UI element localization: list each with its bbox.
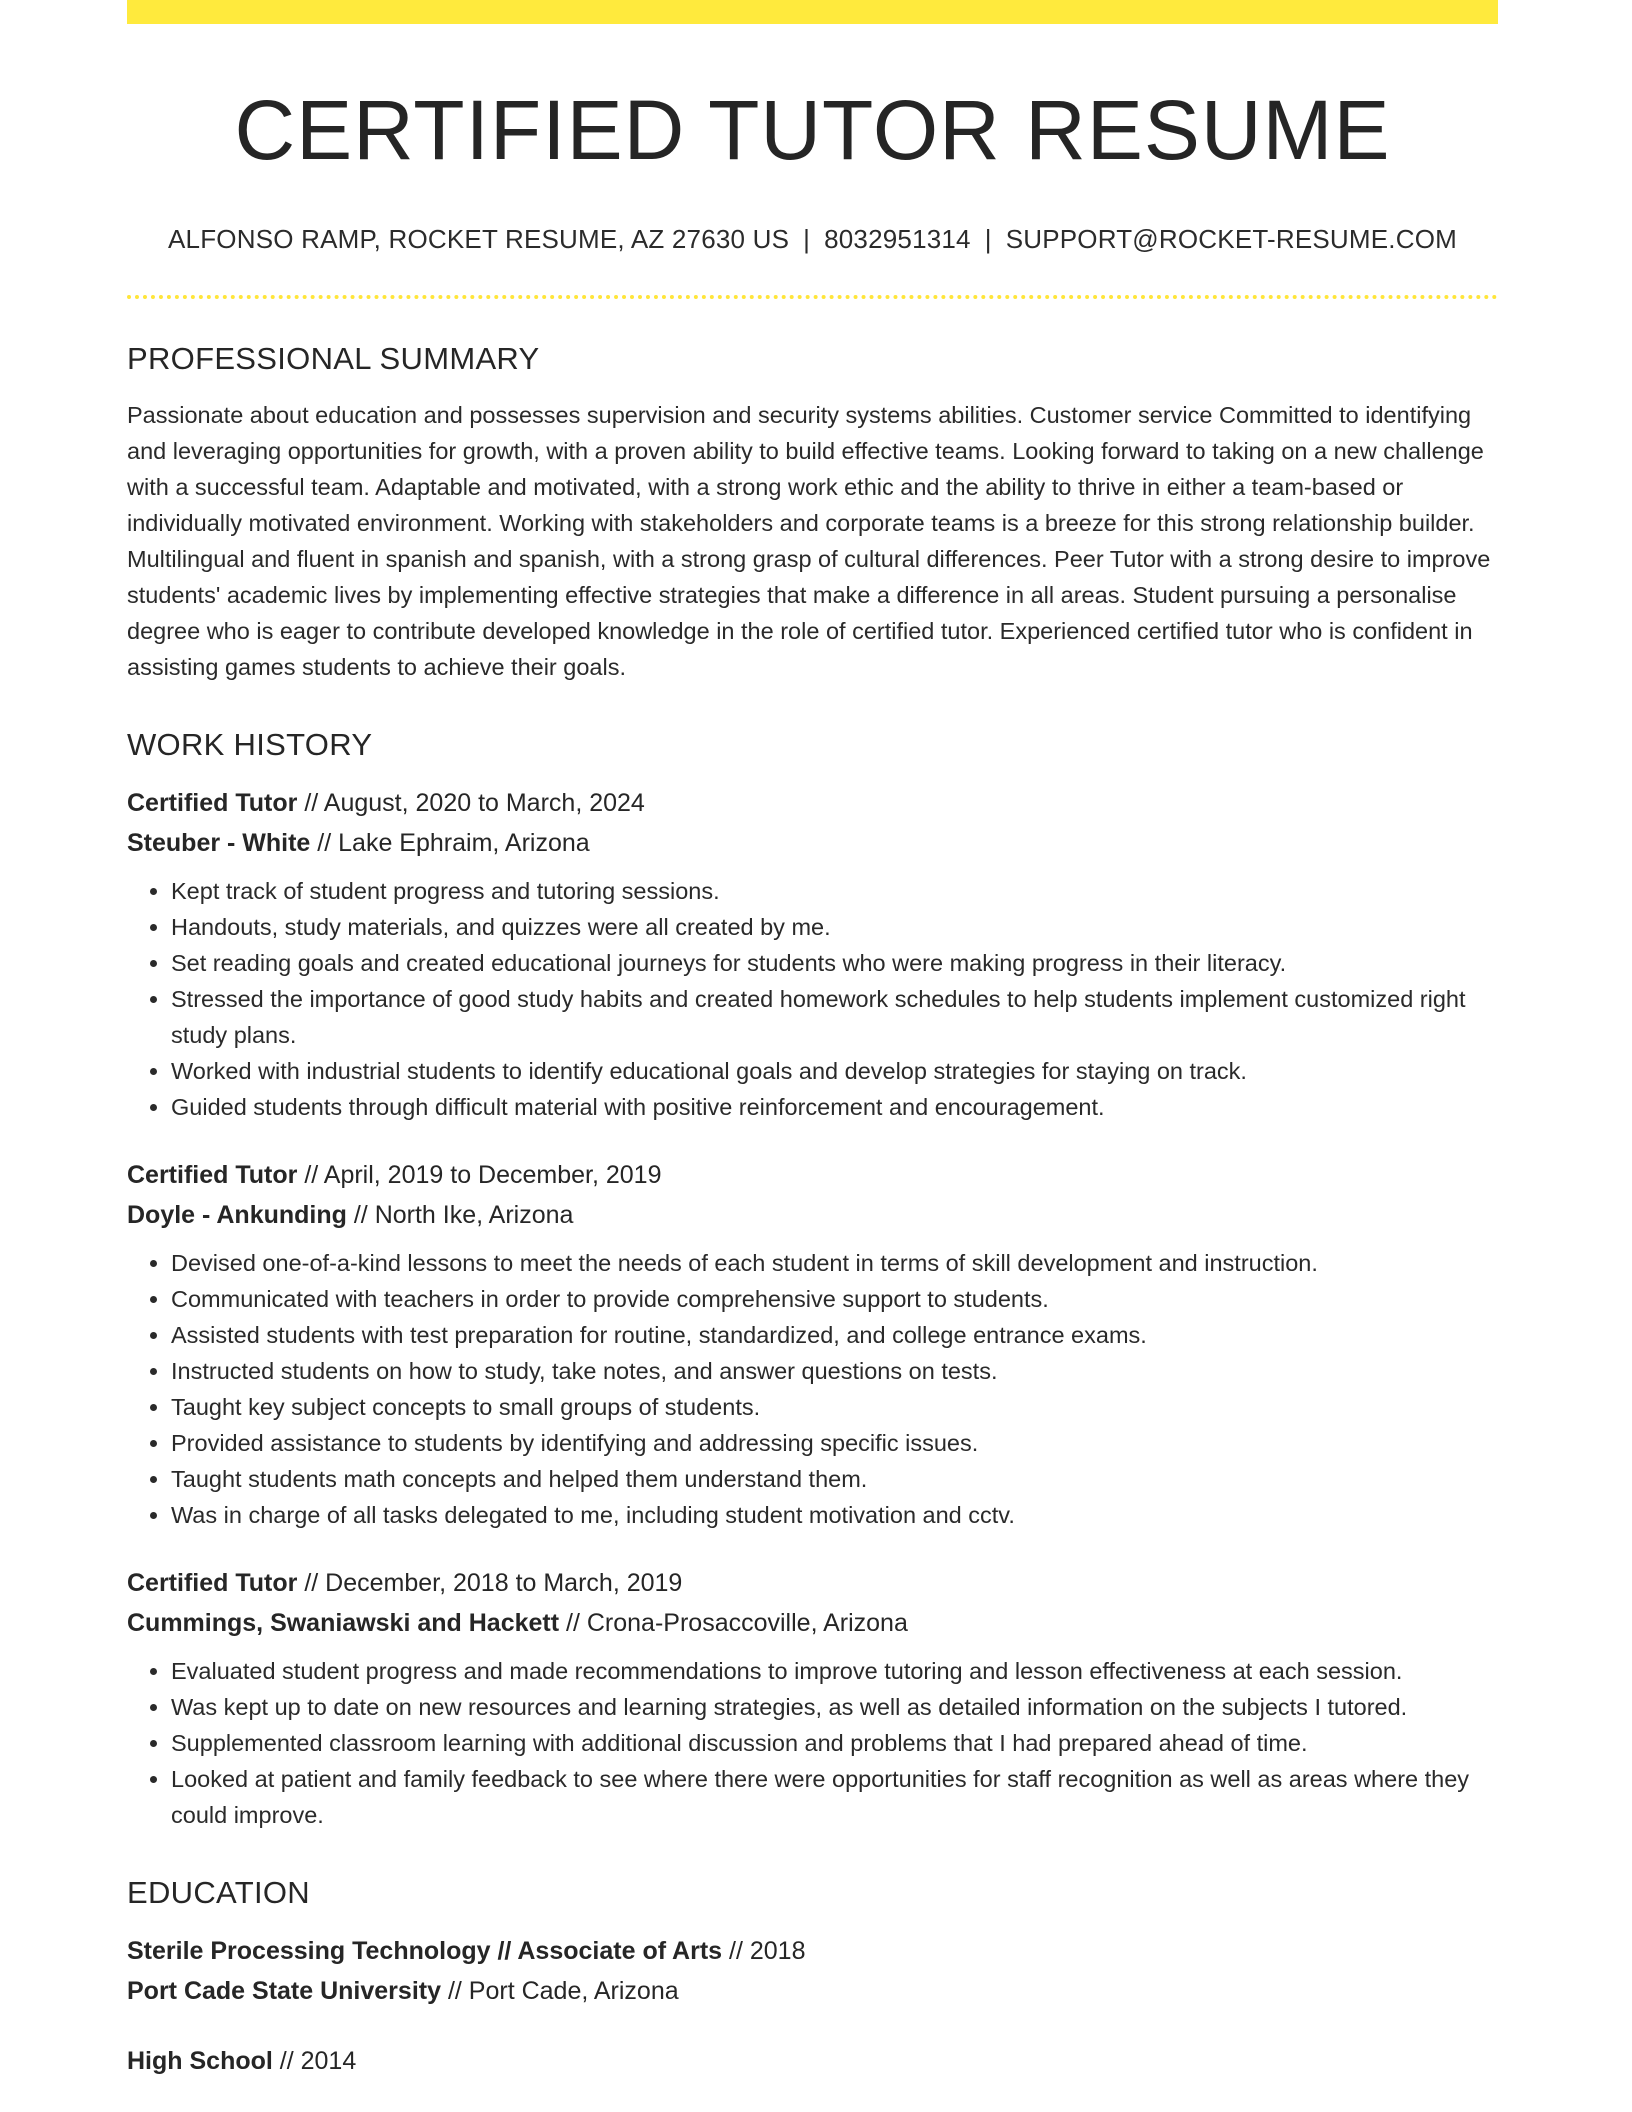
graduation-year: 2018 bbox=[749, 1937, 806, 1966]
top-accent-bar bbox=[127, 0, 1498, 24]
job-company-line bbox=[127, 823, 1498, 863]
education-entry bbox=[127, 1931, 1498, 2011]
summary-text: Passionate about education and possesses supervision and security systems abilities. Customer service Committed to identifying and leveraging opportunities for growth, with a proven ability to build effective teams. Looking forward to taking on a new challenge with a successful team. Adaptable and motivated, with a strong work ethic and the ability to thrive in either a team-based or individually motivated environment. Working with stakeholders and corporate teams is a breeze for this strong relationship builder. Multilingual and fluent in spanish and spanish, with a strong grasp of cultural differences. Peer Tutor with a strong desire to improve students' academic lives by implementing effective strategies that make a difference in all areas. Student pursuing a personalise degree who is eager to contribute developed knowledge in the role of certified tutor. Experienced certified tutor who is confident in assisting games students to achieve their goals. bbox=[127, 402, 1491, 681]
job-bullets bbox=[127, 1653, 1498, 1833]
bullet-item: • Evaluated student progress and made recommendations to improve tutoring and lesson effectiveness at each session. bbox=[171, 1653, 1498, 1689]
bullet-item: • Handouts, study materials, and quizzes were all created by me. bbox=[171, 909, 1498, 945]
degree-line bbox=[127, 2041, 1498, 2081]
education-section bbox=[127, 1875, 1498, 2081]
job-company: Cummings, Swaniawski and Hackett bbox=[127, 1609, 560, 1638]
separator: // bbox=[297, 1569, 326, 1598]
contact-phone: 8032951314 bbox=[824, 224, 971, 255]
degree: High School bbox=[127, 2047, 273, 2076]
work-history-heading: WORK HISTORY bbox=[127, 727, 373, 763]
job-location: Crona-Prosaccoville, Arizona bbox=[586, 1609, 908, 1638]
job-dates: August, 2020 to March, 2024 bbox=[323, 789, 645, 818]
job-title-line bbox=[127, 783, 1498, 823]
school-line bbox=[127, 1971, 1498, 2011]
job-entry bbox=[127, 783, 1498, 1125]
separator: // bbox=[346, 1201, 375, 1230]
bullet-item: • Taught students math concepts and helped them understand them. bbox=[171, 1461, 1498, 1497]
job-title: Certified Tutor bbox=[127, 1569, 298, 1598]
job-company: Doyle - Ankunding bbox=[127, 1201, 347, 1230]
resume-title: CERTIFIED TUTOR RESUME bbox=[234, 83, 1391, 177]
bullet-item: • Communicated with teachers in order to provide comprehensive support to students. bbox=[171, 1281, 1498, 1317]
bullet-item: • Kept track of student progress and tutoring sessions. bbox=[171, 873, 1498, 909]
contact-address: ALFONSO RAMP, ROCKET RESUME, AZ 27630 US bbox=[168, 224, 790, 255]
bullet-item: • Set reading goals and created educational journeys for students who were making progress in their literacy. bbox=[171, 945, 1498, 981]
bullet-item: • Worked with industrial students to identify educational goals and develop strategies for staying on track. bbox=[171, 1053, 1498, 1089]
separator: // bbox=[310, 829, 339, 858]
work-history-section bbox=[127, 727, 1498, 1833]
education-heading: EDUCATION bbox=[127, 1875, 310, 1911]
bullet-item: • Devised one-of-a-kind lessons to meet the needs of each student in terms of skill development and instruction. bbox=[171, 1245, 1498, 1281]
bullet-item: • Assisted students with test preparation for routine, standardized, and college entrance exams. bbox=[171, 1317, 1498, 1353]
bullet-item: • Instructed students on how to study, take notes, and answer questions on tests. bbox=[171, 1353, 1498, 1389]
job-title: Certified Tutor bbox=[127, 1161, 298, 1190]
bullet-item: • Guided students through difficult material with positive reinforcement and encouragement. bbox=[171, 1089, 1498, 1125]
contact-separator: | bbox=[984, 224, 992, 255]
separator: // bbox=[297, 1161, 324, 1190]
job-title-line bbox=[127, 1155, 1498, 1195]
contact-separator: | bbox=[803, 224, 811, 255]
job-dates: December, 2018 to March, 2019 bbox=[325, 1569, 683, 1598]
job-title: Certified Tutor bbox=[127, 789, 298, 818]
school-location: Port Cade, Arizona bbox=[468, 1977, 679, 2006]
job-dates: April, 2019 to December, 2019 bbox=[323, 1161, 662, 1190]
job-company-line bbox=[127, 1603, 1498, 1643]
education-entry bbox=[127, 2041, 1498, 2081]
job-company: Steuber - White bbox=[127, 829, 311, 858]
bullet-item: • Was in charge of all tasks delegated to me, including student motivation and cctv. bbox=[171, 1497, 1498, 1533]
separator: // bbox=[722, 1937, 750, 1966]
bullet-item: • Was kept up to date on new resources and learning strategies, as well as detailed information on the subjects I tutored. bbox=[171, 1689, 1498, 1725]
summary-section bbox=[127, 341, 1498, 685]
job-location: Lake Ephraim, Arizona bbox=[338, 829, 590, 858]
contact-line bbox=[127, 224, 1498, 255]
separator: // bbox=[297, 789, 324, 818]
bullet-item: • Looked at patient and family feedback to see where there were opportunities for staff recognition as well as areas where they could improve. bbox=[171, 1761, 1498, 1833]
bullet-item: • Supplemented classroom learning with additional discussion and problems that I had prepared ahead of time. bbox=[171, 1725, 1498, 1761]
contact-email: SUPPORT@ROCKET-RESUME.COM bbox=[1005, 224, 1457, 255]
degree: Sterile Processing Technology // Associate of Arts bbox=[127, 1937, 723, 1966]
separator: // bbox=[559, 1609, 587, 1638]
job-entry bbox=[127, 1563, 1498, 1833]
job-company-line bbox=[127, 1195, 1498, 1235]
job-entry bbox=[127, 1155, 1498, 1533]
bullet-item: • Provided assistance to students by identifying and addressing specific issues. bbox=[171, 1425, 1498, 1461]
separator: // bbox=[272, 2047, 301, 2076]
job-bullets bbox=[127, 1245, 1498, 1533]
summary-heading: PROFESSIONAL SUMMARY bbox=[127, 341, 540, 377]
graduation-year: 2014 bbox=[300, 2047, 357, 2076]
job-title-line bbox=[127, 1563, 1498, 1603]
bullet-item: • Stressed the importance of good study habits and created homework schedules to help students implement customized right study plans. bbox=[171, 981, 1498, 1053]
bullet-item: • Taught key subject concepts to small groups of students. bbox=[171, 1389, 1498, 1425]
job-location: North Ike, Arizona bbox=[374, 1201, 574, 1230]
degree-line bbox=[127, 1931, 1498, 1971]
dotted-divider bbox=[127, 295, 1498, 299]
school-name: Port Cade State University bbox=[127, 1977, 441, 2006]
separator: // bbox=[441, 1977, 469, 2006]
resume-page bbox=[127, 0, 1498, 2111]
job-bullets bbox=[127, 873, 1498, 1125]
